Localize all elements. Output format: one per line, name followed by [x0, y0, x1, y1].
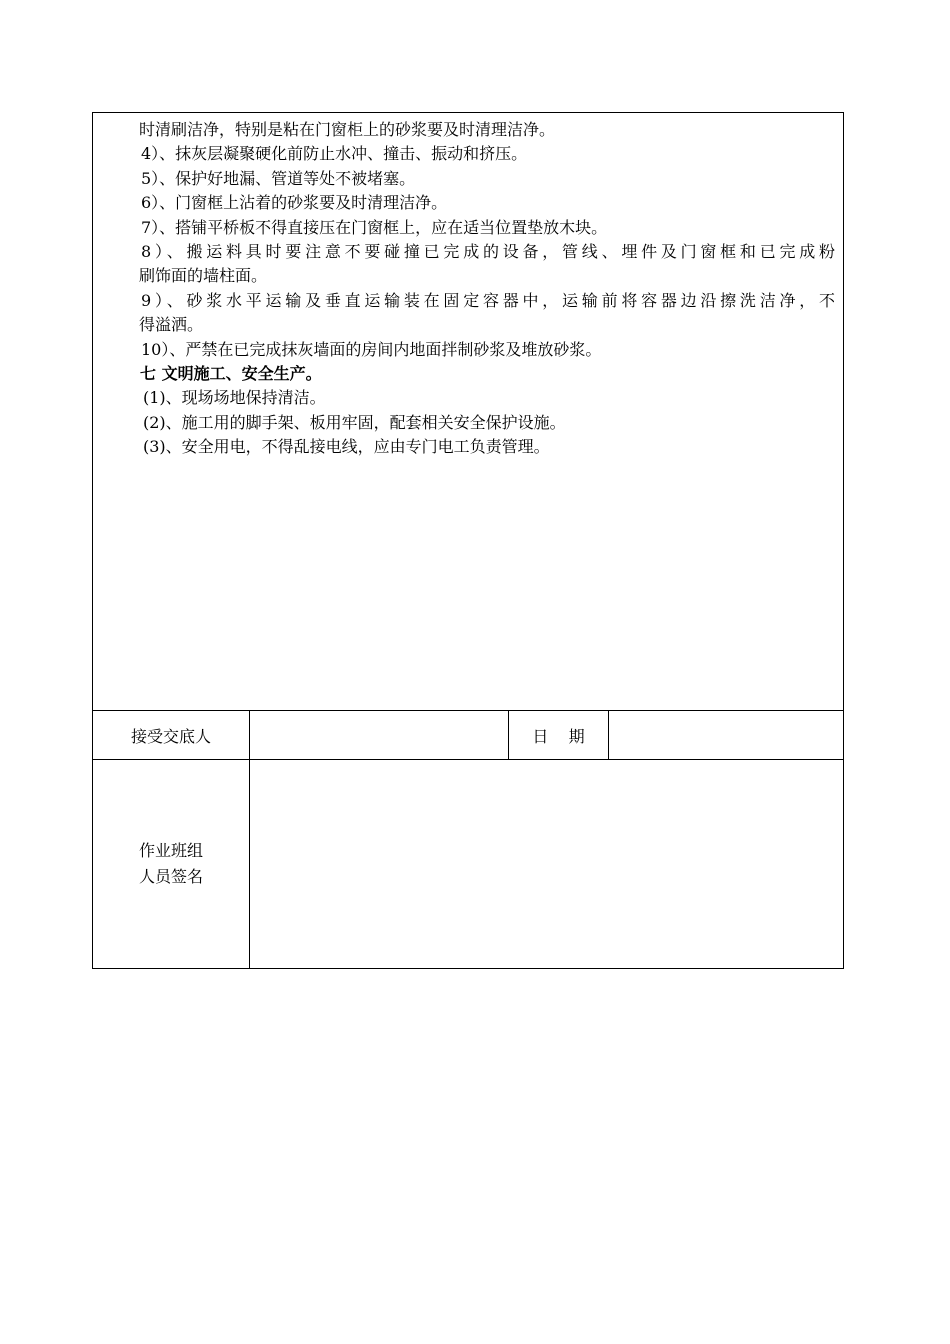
- content-line: 得溢洒。: [139, 315, 204, 335]
- date-label: [509, 711, 609, 760]
- signature-label: [93, 760, 250, 969]
- section-item: (2)、施工用的脚手架、板用牢固，配套相关安全保护设施。: [143, 412, 566, 432]
- content-line: 4）、抹灰层凝聚硬化前防止水冲、撞击、振动和挤压。: [141, 144, 528, 164]
- date-field[interactable]: [609, 711, 844, 760]
- content-line: 7）、搭铺平桥板不得直接压在门窗框上，应在适当位置垫放木块。: [141, 217, 608, 237]
- receiver-field[interactable]: [250, 711, 509, 760]
- section-item: (1)、现场场地保持清洁。: [143, 388, 326, 408]
- content-line: 6）、门窗框上沾着的砂浆要及时清理洁净。: [141, 193, 448, 213]
- signature-row: [93, 760, 844, 969]
- disclosure-form-table: [92, 112, 844, 969]
- date-label-text: 日 期: [532, 726, 585, 746]
- signature-label-line: 人员签名: [138, 867, 203, 886]
- signature-label-line: 作业班组: [138, 841, 203, 860]
- content-body: [93, 113, 843, 460]
- receiver-label: 接受交底人: [93, 711, 250, 760]
- content-line: 时清刷洁净，特别是粘在门窗柜上的砂浆要及时清理洁净。: [139, 120, 556, 139]
- content-line: 9）、砂浆水平运输及垂直运输装在固定容器中，运输前将容器边沿擦洗洁净，不: [141, 290, 835, 310]
- section-item: (3)、安全用电，不得乱接电线，应由专门电工负责管理。: [143, 437, 550, 457]
- content-cell: [93, 113, 844, 711]
- content-line: 10）、严禁在已完成抹灰墙面的房间内地面拌制砂浆及堆放砂浆。: [141, 339, 602, 359]
- content-line: 刷饰面的墙柱面。: [139, 266, 268, 286]
- section-heading: 七 文明施工、安全生产。: [140, 364, 322, 384]
- content-line: 5）、保护好地漏、管道等处不被堵塞。: [141, 168, 416, 188]
- signature-field[interactable]: [250, 760, 844, 969]
- content-line: 8）、搬运料具时要注意不要碰撞已完成的设备，管线、埋件及门窗框和已完成粉: [141, 242, 835, 262]
- receiver-row: [93, 711, 844, 760]
